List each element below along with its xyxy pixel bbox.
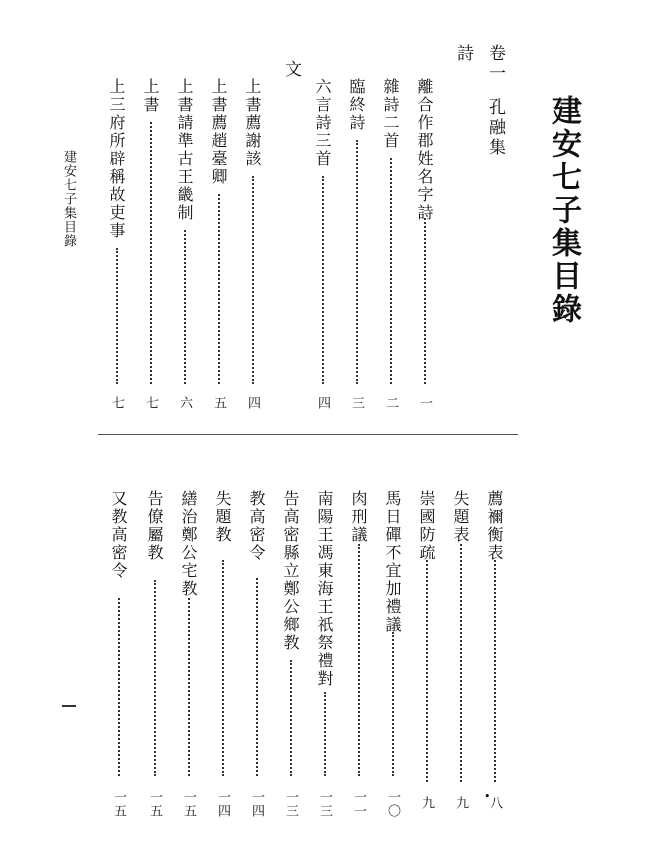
toc-entry-label: 馬日磾不宜加禮議 <box>383 490 402 634</box>
toc-entry-label: 上書薦謝該 <box>243 78 262 168</box>
toc-entry-label: 上書請準古王畿制 <box>175 78 194 222</box>
section-heading-poetry: 詩 <box>453 44 473 64</box>
dot-leader <box>426 560 428 782</box>
toc-entry-page: 九 <box>453 796 468 810</box>
dot-leader <box>494 560 496 782</box>
folio-mark <box>62 705 76 707</box>
toc-entry-label: 告僚屬教 <box>145 490 164 562</box>
dot-leader <box>392 632 394 776</box>
toc-entry-page: 一〇 <box>385 790 400 818</box>
toc-entry-page: 一 <box>417 396 432 410</box>
toc-entry-page: 一五 <box>147 790 162 818</box>
half-divider <box>98 434 518 435</box>
dot-leader <box>116 248 118 384</box>
dot-leader <box>218 194 220 384</box>
toc-entry-label: 上三府所辟稱故吏事 <box>107 78 126 240</box>
dot-leader <box>324 692 326 776</box>
toc-entry-label: 失題教 <box>213 490 232 544</box>
toc-entry-label: 離合作郡姓名字詩 <box>415 78 434 222</box>
dot-leader <box>222 560 224 776</box>
toc-entry-label: 薦禰衡表 <box>485 490 504 562</box>
running-head: 建安七子集目錄 <box>61 150 76 248</box>
toc-entry-label: 告高密縣立鄭公鄉教 <box>281 490 300 652</box>
dot-leader <box>460 544 462 782</box>
dot-leader <box>322 176 324 384</box>
toc-entry-page: 一四 <box>215 790 230 818</box>
toc-entry-page: 二 <box>383 396 398 410</box>
dot-leader <box>252 176 254 384</box>
toc-entry-page: 一一 <box>351 790 366 818</box>
dot-leader <box>150 122 152 384</box>
dot-leader <box>390 158 392 384</box>
dot-leader <box>358 544 360 776</box>
volume-label: 卷一 <box>485 44 505 84</box>
toc-entry-label: 失題表 <box>451 490 470 544</box>
toc-entry-label: 肉刑議 <box>349 490 368 544</box>
toc-entry-page: 三 <box>349 396 364 410</box>
toc-entry-label: 上書 <box>141 78 160 114</box>
dot-leader <box>356 140 358 384</box>
dot-leader <box>424 218 426 384</box>
toc-entry-page: 七 <box>143 396 158 410</box>
toc-entry-page: 六 <box>177 396 192 410</box>
volume-author: 孔融集 <box>485 98 505 158</box>
section-heading-prose: 文 <box>281 60 301 80</box>
toc-entry-label: 六言詩三首 <box>313 78 332 168</box>
dot-leader <box>118 598 120 776</box>
dot-leader <box>154 580 156 776</box>
toc-entry-page: 一三 <box>317 790 332 818</box>
toc-entry-page: 四 <box>315 396 330 410</box>
toc-entry-page: 八 <box>487 796 502 810</box>
toc-entry-label: 又教高密令 <box>109 490 128 580</box>
toc-entry-page: 一五 <box>181 790 196 818</box>
printed-mark: • <box>484 790 491 803</box>
toc-entry-label: 雜詩二首 <box>381 78 400 150</box>
dot-leader <box>256 578 258 776</box>
dot-leader <box>290 660 292 776</box>
toc-entry-page: 四 <box>245 396 260 410</box>
toc-entry-label: 臨終詩 <box>347 78 366 132</box>
toc-entry-label: 上書薦趙臺卿 <box>209 78 228 186</box>
dot-leader <box>184 230 186 384</box>
dot-leader <box>188 598 190 776</box>
toc-entry-label: 教高密令 <box>247 490 266 562</box>
toc-entry-page: 九 <box>419 796 434 810</box>
toc-entry-label: 南陽王馮東海王祇祭禮對 <box>315 490 334 688</box>
toc-entry-label: 繕治鄭公宅教 <box>179 490 198 598</box>
toc-entry-page: 七 <box>109 396 124 410</box>
toc-entry-page: 一三 <box>283 790 298 818</box>
toc-entry-page: 一五 <box>111 790 126 818</box>
toc-entry-page: 一四 <box>249 790 264 818</box>
toc-entry-label: 崇國防疏 <box>417 490 436 562</box>
book-title: 建安七子集目錄 <box>546 95 581 326</box>
toc-entry-page: 五 <box>211 396 226 410</box>
